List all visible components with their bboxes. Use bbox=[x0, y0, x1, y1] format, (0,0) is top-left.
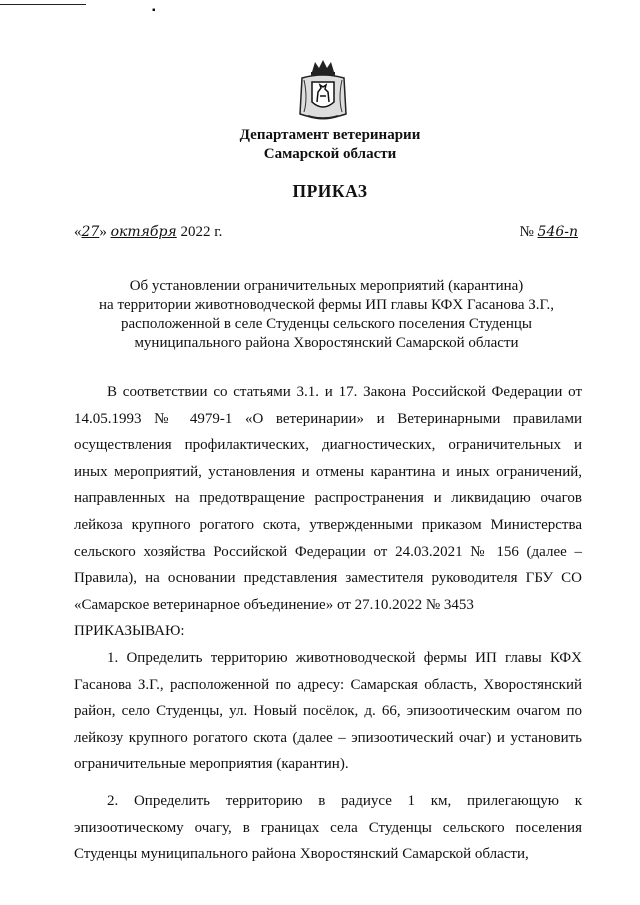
department-line-2: Самарской области bbox=[263, 146, 397, 162]
order-number bbox=[519, 222, 578, 242]
date-close-quote: » bbox=[99, 224, 107, 240]
date-year: 2022 г. bbox=[180, 224, 223, 240]
department-line-1: Департамент ветеринарии bbox=[239, 127, 421, 143]
subject-line: расположенной в селе Студенцы сельского поселения Студенцы bbox=[121, 316, 532, 332]
order-subject bbox=[74, 277, 579, 353]
date-month: октября bbox=[110, 224, 177, 240]
item-2-paragraph: 2. Определить территорию в радиусе 1 км, прилегающую к эпизоотическому очагу, в границах села Студенцы сельского поселения Студенцы муниципального района Хворостянский Самарской области, bbox=[74, 792, 582, 863]
item-1-paragraph: 1. Определить территорию животноводческой фермы ИП главы КФХ Гасанова З.Г., расположенной по адресу: Самарская область, Хворостянский район, село Студенцы, ул. Новый посёлок, д. 66, эпизоотическим очагом по лейкозу крупного рогатого скота (далее – эпизоотический очаг) и установить ограничительные мероприятия (карантин). bbox=[74, 649, 582, 773]
order-date bbox=[74, 222, 222, 242]
date-open-quote: « bbox=[74, 224, 82, 240]
subject-line: Об установлении ограничительных мероприятий (карантина) bbox=[129, 278, 524, 294]
preamble-paragraph: В соответствии со статьями 3.1. и 17. Закона Российской Федерации от 14.05.1993 № 4979-1 «О ветеринарии» и Ветеринарными правилами осуществления профилактических, диагностических, ограничительных и иных мероприятий, установления и отмены карантина и иных ограничений, направленных на предотвращение распространения и ликвидацию очагов лейкоза крупного рогатого скота, утвержденными приказом Министерства сельского хозяйства Российской Федерации от 24.03.2021 № 156 (далее – Правила), на основании представления заместителя руководителя ГБУ СО «Самарское ветеринарное объединение» от 27.10.2022 № 3453 bbox=[74, 384, 582, 613]
subject-line: муниципального района Хворостянский Самарской области bbox=[134, 335, 519, 351]
date-day: 27 bbox=[81, 224, 100, 240]
order-directive: ПРИКАЗЫВАЮ: bbox=[74, 623, 185, 640]
number-value: 546-п bbox=[537, 224, 578, 240]
document-title: ПРИКАЗ bbox=[292, 181, 368, 201]
scan-dot: ▪ bbox=[152, 5, 156, 16]
department-name bbox=[0, 126, 640, 164]
subject-line: на территории животноводческой фермы ИП главы КФХ Гасанова З.Г., bbox=[99, 297, 554, 313]
number-prefix: № bbox=[519, 224, 534, 240]
coat-of-arms-emblem bbox=[298, 58, 348, 124]
order-body bbox=[74, 379, 582, 868]
scan-edge-mark bbox=[0, 4, 86, 5]
